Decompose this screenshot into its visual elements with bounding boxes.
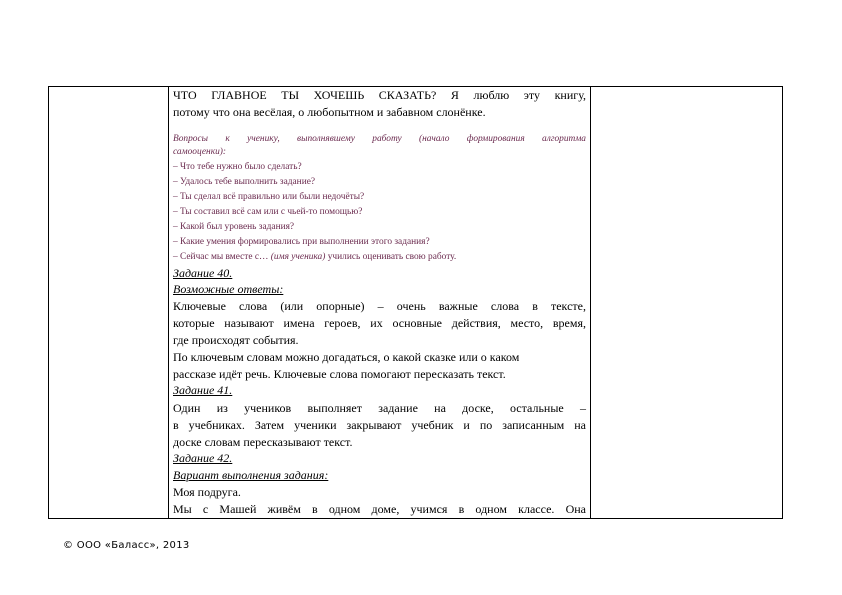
text-line: Один из учеников выполняет задание на доске, остальные – — [173, 401, 586, 415]
question-item: – Ты сделал всё правильно или были недочёты? — [173, 192, 365, 202]
lesson-table — [48, 86, 783, 519]
text-line: Моя подруга. — [173, 485, 241, 499]
question-item — [173, 251, 586, 264]
text-line: ЧТО ГЛАВНОЕ ТЫ ХОЧЕШЬ СКАЗАТЬ? Я люблю эту книгу, — [173, 88, 586, 102]
task-heading-40: Задание 40. — [173, 266, 233, 280]
question-item: – Удалось тебе выполнить задание? — [173, 177, 316, 187]
question-item: – Что тебе нужно было сделать? — [173, 162, 302, 172]
text-line: Ключевые слова (или опорные) – очень важные слова в тексте, — [173, 299, 586, 313]
copyright-footer: © ООО «Баласс», 2013 — [63, 540, 190, 551]
answers-heading: Возможные ответы: — [173, 282, 284, 296]
question-placeholder: (имя ученика) — [270, 252, 326, 262]
text-line: Мы с Машей живём в одном доме, учимся в одном классе. Она — [173, 502, 586, 516]
text-line: в учебниках. Затем ученики закрывают учебник и по записанным на — [173, 418, 586, 432]
task-heading-42: Задание 42. — [173, 451, 233, 465]
question-item: – Какой был уровень задания? — [173, 222, 295, 232]
question-text: – Сейчас мы вместе с… — [173, 252, 271, 262]
questions-heading: Вопросы к ученику, выполнявшему работу (начало формирования алгоритма — [173, 134, 586, 144]
question-item: – Какие умения формировались при выполнении этого задания? — [173, 237, 430, 247]
question-item: – Ты составил всё сам или с чьей-то помощью? — [173, 207, 363, 217]
text-line: доске словам пересказывают текст. — [173, 435, 353, 449]
variant-heading: Вариант выполнения задания: — [173, 468, 329, 482]
column-divider-left — [168, 87, 169, 518]
text-line: где происходят события. — [173, 333, 299, 347]
questions-heading-cont: самооценки): — [173, 147, 227, 157]
column-divider-right — [590, 87, 591, 518]
task-heading-41: Задание 41. — [173, 383, 233, 397]
text-line: рассказе идёт речь. Ключевые слова помогают пересказать текст. — [173, 367, 506, 381]
text-line: По ключевым словам можно догадаться, о какой сказке или о каком — [173, 350, 520, 364]
text-line: потому что она весёлая, о любопытном и забавном слонёнке. — [173, 105, 486, 119]
question-text-end: учились оценивать свою работу. — [325, 252, 457, 262]
text-line: которые называют имена героев, их основные действия, место, время, — [173, 316, 586, 330]
